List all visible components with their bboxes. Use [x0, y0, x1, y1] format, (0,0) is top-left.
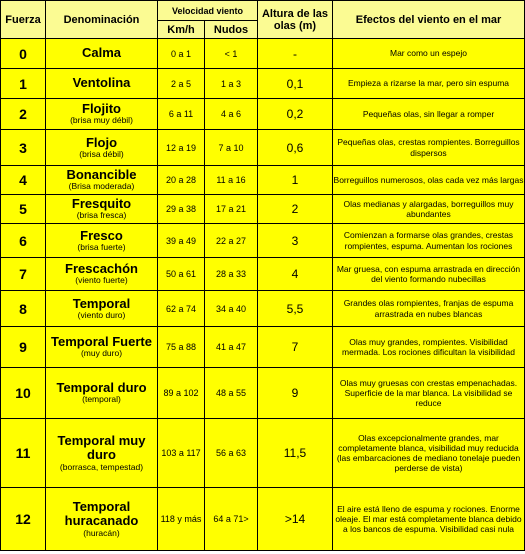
effect-cell: Olas medianas y alargadas, borreguillos muy abundantes [333, 195, 525, 224]
effect-cell: Mar gruesa, con espuma arrastrada en dirección del viento formando nubecillas [333, 258, 525, 291]
knots-cell: 48 a 55 [205, 368, 258, 419]
name-label: Flojito [82, 101, 121, 117]
force-cell: 7 [1, 258, 46, 291]
table-row [1, 195, 525, 224]
header-effects: Efectos del viento en el mar [333, 1, 525, 39]
header-knots: Nudos [205, 21, 258, 39]
wave-cell: 5,5 [258, 291, 333, 327]
name-label: Temporal muy duro [57, 433, 146, 463]
knots-cell: 1 a 3 [205, 69, 258, 99]
header-name: Denominación [46, 1, 158, 39]
name-cell [46, 368, 158, 419]
header-wave-height: Altura de las olas (m) [258, 1, 333, 39]
name-label: Frescachón [65, 261, 138, 277]
table-header [1, 1, 525, 39]
effect-cell: Olas excepcionalmente grandes, mar completamente blanca, visibilidad muy reducida (las embarcaciones de mediano tonelaje pueden perderse de vista) [333, 419, 525, 488]
wave-cell: - [258, 39, 333, 69]
wave-cell: 2 [258, 195, 333, 224]
wave-cell: 9 [258, 368, 333, 419]
table-row [1, 224, 525, 258]
name-sublabel: (temporal) [82, 394, 121, 405]
name-cell [46, 224, 158, 258]
name-sublabel: (Brisa moderada) [68, 181, 135, 192]
name-cell [46, 166, 158, 195]
kmh-cell: 20 a 28 [158, 166, 205, 195]
name-label: Temporal [72, 295, 131, 311]
name-sublabel: (brisa débil) [79, 148, 124, 159]
knots-cell: 22 a 27 [205, 224, 258, 258]
name-sublabel: (brisa fresca) [76, 210, 127, 221]
name-cell [46, 258, 158, 291]
table-row [1, 39, 525, 69]
wave-cell: 11,5 [258, 419, 333, 488]
name-cell [46, 130, 158, 166]
name-sublabel: (muy duro) [80, 348, 123, 359]
force-cell: 11 [1, 419, 46, 488]
table-body [1, 39, 525, 551]
knots-cell: 56 a 63 [205, 419, 258, 488]
name-cell [46, 195, 158, 224]
table-row [1, 419, 525, 488]
kmh-cell: 39 a 49 [158, 224, 205, 258]
header-kmh: Km/h [158, 21, 205, 39]
name-sublabel: (borrasca, tempestad) [59, 461, 144, 472]
knots-cell: 4 a 6 [205, 99, 258, 130]
knots-cell: 11 a 16 [205, 166, 258, 195]
kmh-cell: 118 y más [158, 488, 205, 551]
knots-cell: 41 a 47 [205, 327, 258, 368]
name-cell [46, 419, 158, 488]
effect-cell: Olas muy grandes, rompientes. Visibilidad mermada. Los rociones dificultan la visibilidad [333, 327, 525, 368]
effect-cell: Pequeñas olas, crestas rompientes. Borreguillos dispersos [333, 130, 525, 166]
effect-cell: Borreguillos numerosos, olas cada vez más largas [333, 166, 525, 195]
knots-cell: < 1 [205, 39, 258, 69]
table-row [1, 130, 525, 166]
kmh-cell: 29 a 38 [158, 195, 205, 224]
effect-cell: El aire está lleno de espuma y rociones. Enorme oleaje. El mar está completamente blanca debido a los bancos de espuma. Visibilidad casi nula [333, 488, 525, 551]
effect-cell: Olas muy gruesas con crestas empenachadas. Superficie de la mar blanca. La visibilidad se reduce [333, 368, 525, 419]
name-label: Ventolina [72, 75, 131, 91]
force-cell: 3 [1, 130, 46, 166]
name-label: Temporal duro [56, 380, 147, 396]
force-cell: 4 [1, 166, 46, 195]
name-label: Bonancible [66, 167, 137, 183]
knots-cell: 7 a 10 [205, 130, 258, 166]
table-row [1, 368, 525, 419]
kmh-cell: 50 a 61 [158, 258, 205, 291]
force-cell: 8 [1, 291, 46, 327]
name-label: Fresco [80, 227, 123, 243]
table-row [1, 99, 525, 130]
effect-cell: Mar como un espejo [333, 39, 525, 69]
name-sublabel: (brisa fuerte) [77, 241, 126, 252]
wave-cell: 3 [258, 224, 333, 258]
name-cell [46, 39, 158, 69]
force-cell: 1 [1, 69, 46, 99]
kmh-cell: 75 a 88 [158, 327, 205, 368]
force-cell: 10 [1, 368, 46, 419]
name-sublabel: (brisa muy débil) [70, 115, 133, 126]
effect-cell: Empieza a rizarse la mar, pero sin espuma [333, 69, 525, 99]
name-cell [46, 291, 158, 327]
knots-cell: 17 a 21 [205, 195, 258, 224]
effect-cell: Comienzan a formarse olas grandes, crestas rompientes, espuma. Aumentan los rociones [333, 224, 525, 258]
force-cell: 2 [1, 99, 46, 130]
header-wind-speed: Velocidad viento [158, 1, 258, 21]
table-row [1, 166, 525, 195]
name-sublabel: (viento duro) [77, 309, 126, 320]
name-sublabel: (huracán) [83, 527, 120, 538]
name-label: Temporal Fuerte [51, 334, 152, 350]
name-label: Calma [81, 45, 122, 61]
name-sublabel: (viento fuerte) [75, 275, 128, 286]
kmh-cell: 6 a 11 [158, 99, 205, 130]
kmh-cell: 12 a 19 [158, 130, 205, 166]
wave-cell: 7 [258, 327, 333, 368]
name-cell [46, 99, 158, 130]
name-cell [46, 327, 158, 368]
wave-cell: >14 [258, 488, 333, 551]
force-cell: 9 [1, 327, 46, 368]
name-label: Temporal huracanado [64, 499, 139, 529]
force-cell: 12 [1, 488, 46, 551]
wave-cell: 1 [258, 166, 333, 195]
knots-cell: 64 a 71> [205, 488, 258, 551]
effect-cell: Pequeñas olas, sin llegar a romper [333, 99, 525, 130]
knots-cell: 34 a 40 [205, 291, 258, 327]
wave-cell: 0,2 [258, 99, 333, 130]
table-row [1, 258, 525, 291]
name-label: Fresquito [71, 196, 132, 212]
name-cell [46, 488, 158, 551]
kmh-cell: 103 a 117 [158, 419, 205, 488]
table-row [1, 488, 525, 551]
header-force: Fuerza [1, 1, 46, 39]
wave-cell: 0,6 [258, 130, 333, 166]
name-label: Flojo [85, 134, 118, 150]
force-cell: 0 [1, 39, 46, 69]
kmh-cell: 62 a 74 [158, 291, 205, 327]
table-row [1, 69, 525, 99]
wave-cell: 4 [258, 258, 333, 291]
name-cell [46, 69, 158, 99]
effect-cell: Grandes olas rompientes, franjas de espuma arrastrada en nubes blancas [333, 291, 525, 327]
kmh-cell: 0 a 1 [158, 39, 205, 69]
kmh-cell: 89 a 102 [158, 368, 205, 419]
force-cell: 5 [1, 195, 46, 224]
knots-cell: 28 a 33 [205, 258, 258, 291]
table-row [1, 327, 525, 368]
wave-cell: 0,1 [258, 69, 333, 99]
force-cell: 6 [1, 224, 46, 258]
kmh-cell: 2 a 5 [158, 69, 205, 99]
table-row [1, 291, 525, 327]
